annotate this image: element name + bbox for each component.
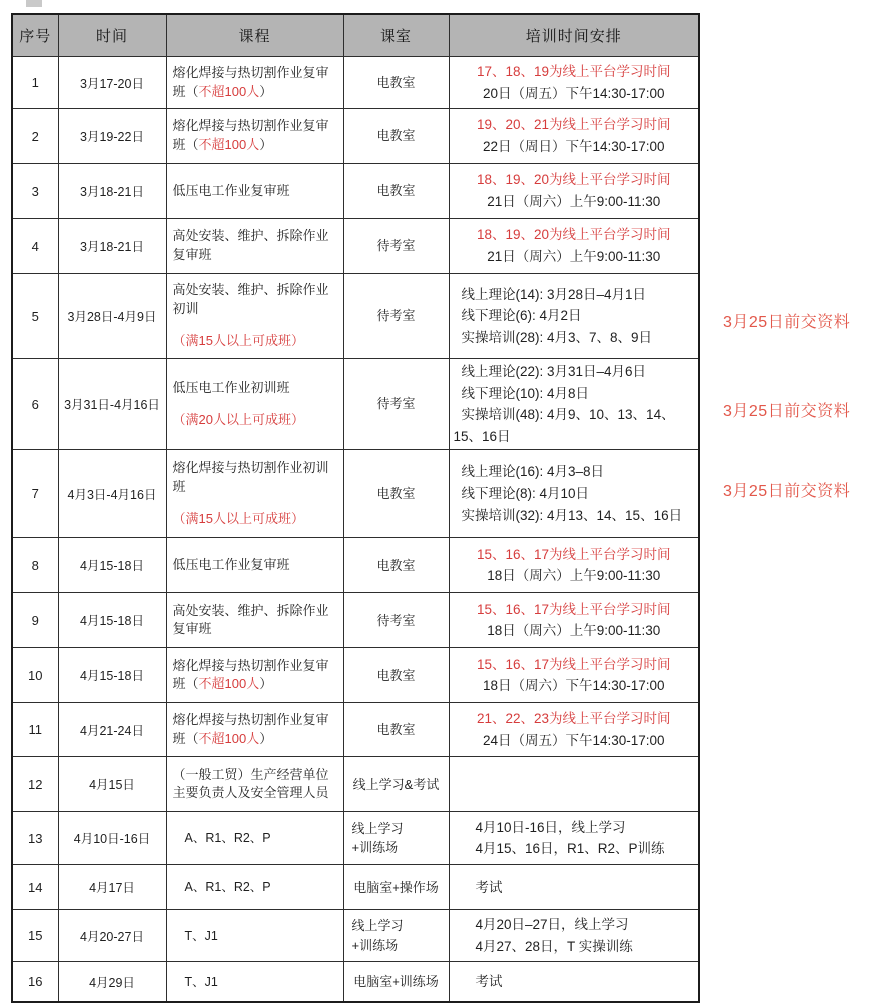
course-cell (166, 109, 343, 164)
row-number-cell: 15 (12, 910, 58, 962)
course-cell (166, 593, 343, 648)
room-line: 电脑室+操作场 (353, 879, 439, 895)
room-line: 电教室 (376, 486, 416, 502)
schedule-cell (449, 450, 699, 538)
row-number-cell: 2 (12, 109, 58, 164)
schedule-online-dates: 15、16、17为线上平台学习时间 (476, 601, 671, 617)
schedule-cell (449, 962, 699, 1002)
header-col-schedule: 培训时间安排 (449, 14, 699, 57)
room-cell (343, 648, 449, 703)
schedule-cell (449, 910, 699, 962)
course-cell (166, 450, 343, 538)
schedule-cell (449, 164, 699, 219)
row-number-cell: 1 (12, 57, 58, 109)
table-row (12, 450, 699, 538)
row-number-cell: 10 (12, 648, 58, 703)
time-cell: 4月15-18日 (58, 593, 166, 648)
room-line: 电教室 (376, 183, 416, 199)
room-cell (343, 703, 449, 757)
row-number-cell: 5 (12, 274, 58, 359)
schedule-cell (449, 219, 699, 274)
course-cell (166, 962, 343, 1002)
course-name: 高处安装、维护、拆除作业初训 (172, 282, 329, 317)
schedule-cell (449, 274, 699, 359)
table-row (12, 359, 699, 450)
schedule-online-dates: 21、22、23为线上平台学习时间 (476, 711, 671, 727)
room-cell (343, 865, 449, 910)
schedule-cell (449, 359, 699, 450)
header-col-room: 课室 (343, 14, 449, 57)
schedule-detail: 21日（周六）上午9:00-11:30 (487, 194, 661, 209)
table-row (12, 164, 699, 219)
schedule-detail: 考试 (475, 973, 503, 989)
course-name: A、R1、R2、P (184, 831, 271, 846)
row-number-cell: 16 (12, 962, 58, 1002)
time-cell: 4月20-27日 (58, 910, 166, 962)
table-row (12, 593, 699, 648)
schedule-cell (449, 648, 699, 703)
course-name: 低压电工作业初训班 (172, 379, 290, 395)
course-name: 熔化焊接与热切割作业初训班 (172, 460, 329, 494)
room-cell (343, 538, 449, 593)
room-cell (343, 219, 449, 274)
course-name: 高处安装、维护、拆除作业复审班 (172, 602, 329, 637)
schedule-detail: 考试 (475, 879, 503, 895)
schedule-detail: 线下理论(6): 4月2日 (461, 308, 582, 324)
room-line: 电教室 (376, 722, 416, 738)
schedule-cell (449, 703, 699, 757)
table-row (12, 57, 699, 109)
header-col-time: 时间 (58, 14, 166, 57)
room-line: 线上学习 (351, 820, 404, 836)
room-line: 待考室 (376, 396, 416, 412)
schedule-detail: 18日（周六）下午14:30-17:00 (482, 678, 665, 694)
schedule-online-dates: 17、18、19为线上平台学习时间 (476, 63, 671, 79)
table-row (12, 703, 699, 757)
course-cell (166, 359, 343, 450)
schedule-detail: 实操培训(28): 4月3、7、8、9日 (461, 329, 653, 345)
room-cell (343, 962, 449, 1002)
table-row (12, 962, 699, 1002)
course-cell (166, 812, 343, 865)
room-line: 待考室 (376, 238, 416, 254)
schedule-detail: 21日（周六）上午9:00-11:30 (487, 249, 661, 264)
row-number-cell: 8 (12, 538, 58, 593)
time-cell: 3月17-20日 (58, 57, 166, 109)
table-row (12, 757, 699, 812)
row-number-cell: 11 (12, 703, 58, 757)
course-capacity-note: 不超100人 (198, 83, 260, 99)
course-name: 熔化焊接与热切割作业复审班（ (172, 712, 329, 746)
room-cell (343, 450, 449, 538)
margin-note-deadline: 3月25日前交资料 (723, 403, 851, 420)
schedule-online-dates: 15、16、17为线上平台学习时间 (476, 656, 671, 672)
room-cell (343, 812, 449, 865)
room-cell (343, 757, 449, 812)
schedule-detail: 4月15、16日，R1、R2、P训练 (475, 841, 665, 857)
course-cell (166, 219, 343, 274)
course-cell (166, 164, 343, 219)
room-line: +训练场 (351, 937, 399, 953)
schedule-detail: 线上理论(22): 3月31日–4月6日 (461, 364, 647, 379)
room-line: 电教室 (376, 557, 416, 573)
room-line: 电教室 (376, 74, 416, 90)
room-line: 待考室 (376, 308, 416, 324)
schedule-cell (449, 812, 699, 865)
row-number-cell: 3 (12, 164, 58, 219)
schedule-online-dates: 18、19、20为线上平台学习时间 (476, 227, 671, 243)
header-col-course: 课程 (166, 14, 343, 57)
schedule-cell (449, 109, 699, 164)
course-name: （一般工贸）生产经营单位主要负责人及安全管理人员 (172, 766, 329, 801)
schedule-cell (449, 57, 699, 109)
course-cell (166, 703, 343, 757)
room-cell (343, 274, 449, 359)
course-name: 低压电工作业复审班 (172, 182, 290, 198)
course-name: ） (259, 730, 273, 746)
course-cell (166, 865, 343, 910)
header-row (12, 14, 699, 57)
schedule-detail: 4月20日–27日，线上学习 (475, 917, 629, 933)
room-line: 电教室 (376, 667, 416, 683)
course-cell (166, 910, 343, 962)
room-line: 电脑室+训练场 (353, 973, 439, 989)
course-name: T、J1 (184, 928, 218, 943)
room-line: +训练场 (351, 840, 399, 856)
course-cell (166, 757, 343, 812)
time-cell: 4月21-24日 (58, 703, 166, 757)
table-row (12, 109, 699, 164)
row-number-cell: 12 (12, 757, 58, 812)
schedule-online-dates: 18、19、20为线上平台学习时间 (476, 172, 671, 188)
course-name: ） (259, 83, 273, 99)
course-name: T、J1 (184, 974, 218, 989)
course-capacity-note: 不超100人 (198, 137, 260, 152)
schedule-detail: 18日（周六）上午9:00-11:30 (487, 568, 661, 584)
schedule-detail: 4月10日-16日，线上学习 (475, 819, 626, 835)
room-line: 待考室 (376, 612, 416, 628)
course-cell (166, 648, 343, 703)
course-name: 熔化焊接与热切割作业复审班（ (172, 657, 329, 692)
schedule-detail: 线上理论(16): 4月3–8日 (461, 464, 605, 480)
course-capacity-note: 不超100人 (198, 676, 260, 692)
time-cell: 3月28日-4月9日 (58, 274, 166, 359)
room-cell (343, 359, 449, 450)
time-cell: 4月15-18日 (58, 648, 166, 703)
schedule-cell (449, 757, 699, 812)
time-cell: 3月18-21日 (58, 164, 166, 219)
course-name: 熔化焊接与热切割作业复审班（ (172, 64, 329, 99)
schedule-detail: 20日（周五）下午14:30-17:00 (482, 85, 665, 101)
course-capacity-note: 不超100人 (198, 730, 260, 746)
room-cell (343, 57, 449, 109)
course-name: 高处安装、维护、拆除作业复审班 (172, 228, 329, 262)
course-name: 低压电工作业复审班 (172, 556, 290, 572)
table-row (12, 865, 699, 910)
schedule-cell (449, 593, 699, 648)
time-cell: 4月29日 (58, 962, 166, 1002)
row-number-cell: 4 (12, 219, 58, 274)
room-line: 电教室 (376, 128, 416, 144)
row-number-cell: 7 (12, 450, 58, 538)
training-schedule-table (11, 13, 700, 1003)
margin-note-deadline: 3月25日前交资料 (723, 483, 851, 500)
room-line: 线上学习&考试 (352, 776, 440, 792)
schedule-detail: 22日（周日）下午14:30-17:00 (482, 139, 665, 154)
table-row (12, 910, 699, 962)
course-name: A、R1、R2、P (184, 880, 271, 895)
schedule-detail: 线上理论(14): 3月28日–4月1日 (461, 286, 647, 302)
course-name: ） (259, 676, 273, 692)
schedule-detail: 线下理论(8): 4月10日 (461, 486, 590, 502)
margin-note-deadline: 3月25日前交资料 (723, 314, 851, 331)
header-col-number: 序号 (12, 14, 58, 57)
schedule-detail: 18日（周六）上午9:00-11:30 (487, 623, 661, 639)
time-cell: 4月15-18日 (58, 538, 166, 593)
schedule-detail: 实操培训(32): 4月13、14、15、16日 (461, 507, 683, 523)
table-row (12, 648, 699, 703)
row-number-cell: 13 (12, 812, 58, 865)
course-cell (166, 538, 343, 593)
schedule-detail: 实操培训(48): 4月9、10、13、14、15、16日 (453, 407, 675, 444)
room-cell (343, 593, 449, 648)
schedule-online-dates: 19、20、21为线上平台学习时间 (476, 117, 671, 133)
row-number-cell: 14 (12, 865, 58, 910)
table-row (12, 812, 699, 865)
time-cell: 4月3日-4月16日 (58, 450, 166, 538)
schedule-cell (449, 865, 699, 910)
table-row (12, 538, 699, 593)
time-cell: 4月15日 (58, 757, 166, 812)
time-cell: 3月18-21日 (58, 219, 166, 274)
table-row (12, 274, 699, 359)
course-cell (166, 274, 343, 359)
time-cell: 3月19-22日 (58, 109, 166, 164)
course-name: ） (259, 137, 273, 152)
table-body (12, 57, 699, 1002)
course-minimum-note: （满15人以上可成班） (172, 332, 304, 348)
room-cell (343, 109, 449, 164)
schedule-online-dates: 15、16、17为线上平台学习时间 (476, 546, 671, 562)
time-cell: 3月31日-4月16日 (58, 359, 166, 450)
course-minimum-note: （满15人以上可成班） (172, 510, 304, 526)
course-name: 熔化焊接与热切割作业复审班（ (172, 118, 329, 152)
room-cell (343, 910, 449, 962)
schedule-cell (449, 538, 699, 593)
time-cell: 4月10日-16日 (58, 812, 166, 865)
table-row (12, 219, 699, 274)
table-header (12, 14, 699, 57)
course-minimum-note: （满20人以上可成班） (172, 411, 304, 427)
course-cell (166, 57, 343, 109)
time-cell: 4月17日 (58, 865, 166, 910)
schedule-detail: 24日（周五）下午14:30-17:00 (482, 732, 665, 748)
room-cell (343, 164, 449, 219)
row-number-cell: 6 (12, 359, 58, 450)
schedule-detail: 4月27、28日，T 实操训练 (475, 938, 633, 954)
row-number-cell: 9 (12, 593, 58, 648)
schedule-detail: 线下理论(10): 4月8日 (461, 385, 590, 401)
room-line: 线上学习 (351, 918, 404, 934)
scan-artifact (26, 0, 42, 7)
